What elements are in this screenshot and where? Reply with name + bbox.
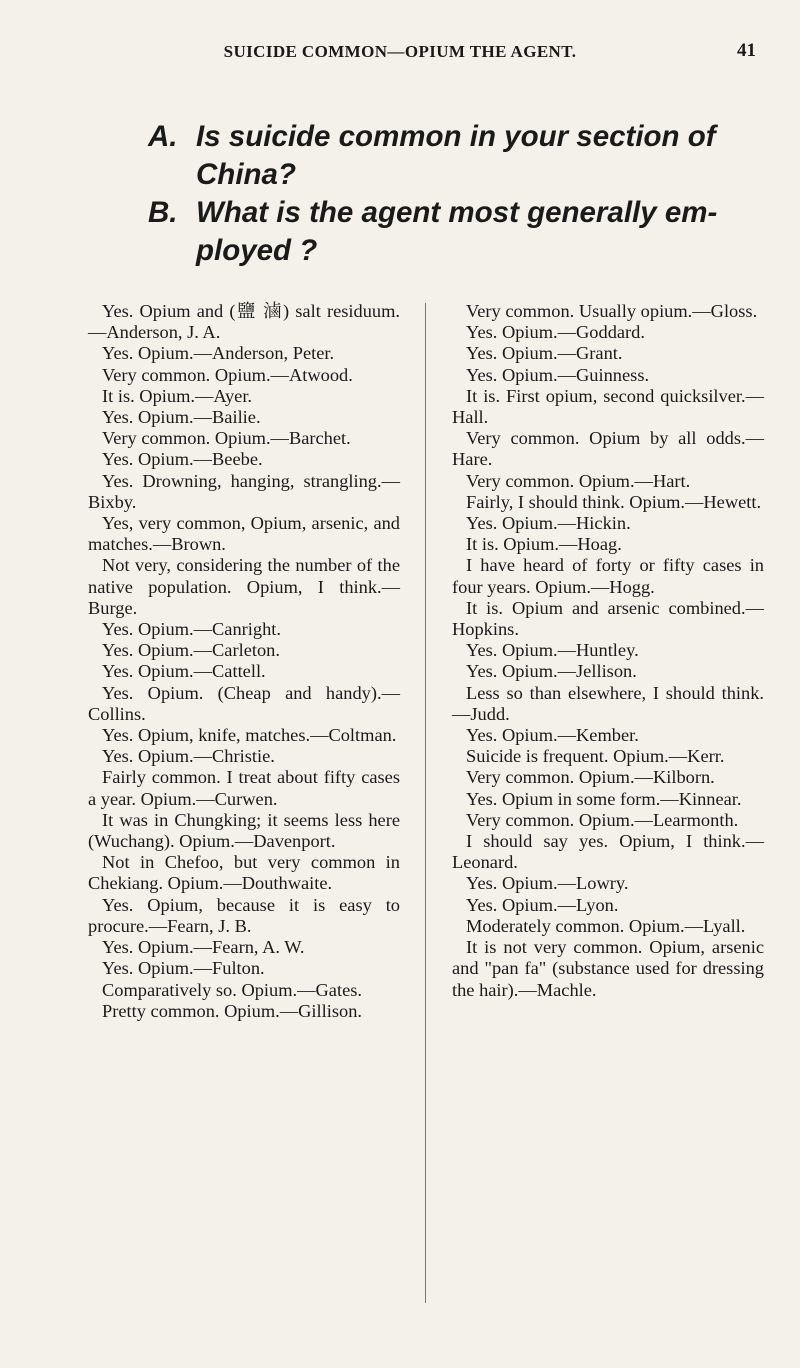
response-entry: Yes. Opium.—Huntley. (466, 640, 639, 661)
running-head (0, 42, 800, 66)
response-entry: Yes. Opium.—Kember. (466, 725, 639, 746)
response-entry: Very common. Opium.—Kilborn. (466, 767, 715, 788)
page-number: 41 (737, 40, 756, 61)
response-entry: Yes. Opium, because it is easy to procure.—Fearn, J. B. (88, 894, 400, 936)
response-entry: Yes. Opium.—Cattell. (102, 661, 266, 682)
response-entry: Fairly common. I treat about fifty cases a year. Opium.—Curwen. (88, 767, 400, 809)
response-entry: Less so than elsewhere, I should think.—Judd. (452, 682, 764, 724)
column-divider (425, 303, 426, 1303)
response-entry: Yes. Opium.—Beebe. (102, 449, 263, 470)
response-entry: It was in Chungking; it seems less here (Wuchang). Opium.—Davenport. (88, 809, 400, 852)
response-entry: It is. Opium and arsenic combined.—Hopkins. (452, 597, 764, 640)
response-entry: Yes. Opium.—Anderson, Peter. (102, 343, 335, 364)
right-column (452, 301, 764, 1001)
response-columns (88, 301, 768, 1346)
response-entry: Yes, very common, Opium, arsenic, and matches.—Brown. (88, 513, 400, 555)
response-entry: Yes. Opium.—Jellison. (466, 661, 637, 682)
response-entry: Yes. Opium.—Goddard. (466, 322, 645, 343)
response-entry: Very common. Opium.—Hart. (466, 470, 691, 491)
response-entry: Suicide is frequent. Opium.—Kerr. (466, 746, 725, 767)
response-entry: Yes. Opium in some form.—Kinnear. (466, 788, 742, 809)
response-entry: It is. First opium, second quicksilver.—Hall. (452, 385, 764, 428)
response-entry: Moderately common. Opium.—Lyall. (466, 915, 746, 936)
question-letter: B. (148, 196, 178, 229)
question-text: Is suicide common in your section of China? (196, 120, 716, 191)
response-entry: Yes. Opium.—Canright. (102, 619, 281, 640)
response-entry: Very common. Opium.—Barchet. (102, 428, 351, 449)
response-entry: Comparatively so. Opium.—Gates. (102, 979, 362, 1000)
question-letter: A. (148, 120, 178, 153)
response-entry: Very common. Opium by all odds.—Hare. (452, 428, 764, 470)
response-entry: Yes. Opium.—Carleton. (102, 640, 280, 661)
response-entry: Yes. Drowning, hanging, strangling.—Bixby. (88, 470, 400, 512)
response-entry: Yes. Opium.—Bailie. (102, 407, 261, 428)
response-entry: Yes. Opium.—Christie. (102, 746, 275, 767)
response-entry: Yes. Opium.—Fulton. (102, 958, 265, 979)
response-entry: I should say yes. Opium, I think.—Leonard. (452, 831, 764, 873)
response-entry: Yes. Opium and (鹽 滷) salt residuum.—Anderson, J. A. (88, 301, 400, 343)
response-entry: Yes. Opium.—Lowry. (466, 873, 629, 894)
response-entry: Yes. Opium.—Hickin. (466, 513, 631, 534)
response-entry: It is. Opium.—Ayer. (102, 385, 253, 406)
response-entry: Very common. Opium.—Learmonth. (466, 809, 739, 830)
question-b (148, 194, 768, 270)
questions (148, 118, 768, 270)
response-entry: Yes. Opium.—Fearn, A. W. (102, 937, 305, 958)
response-entry: Very common. Usually opium.—Gloss. (466, 301, 758, 321)
response-entry: Yes. Opium.—Lyon. (466, 894, 619, 915)
left-column (88, 301, 400, 1022)
response-entry: It is. Opium.—Hoag. (466, 534, 622, 555)
response-entry: Yes. Opium, knife, matches.—Coltman. (102, 725, 397, 746)
response-entry: Not very, considering the number of the native population. Opium, I think.—Burge. (88, 555, 400, 618)
running-title: SUICIDE COMMON—OPIUM THE AGENT. (223, 42, 577, 61)
response-entry: Yes. Opium.—Grant. (466, 343, 623, 364)
response-entry: Pretty common. Opium.—Gillison. (102, 1000, 363, 1021)
response-entry: Very common. Opium.—Atwood. (102, 364, 353, 385)
response-entry: Yes. Opium. (Cheap and handy).—Collins. (88, 682, 400, 724)
response-entry: Fairly, I should think. Opium.—Hewett. (466, 491, 762, 512)
response-entry: It is not very common. Opium, arsenic and "pan fa" (substance used for dressing the hair).—Machle. (452, 937, 764, 1000)
question-a (148, 118, 768, 194)
response-entry: I have heard of forty or fifty cases in four years. Opium.—Hogg. (452, 555, 764, 597)
response-entry: Not in Chefoo, but very common in Chekiang. Opium.—Douthwaite. (88, 852, 400, 894)
question-text: What is the agent most generally em-ployed ? (196, 196, 718, 267)
response-entry: Yes. Opium.—Guinness. (466, 364, 650, 385)
